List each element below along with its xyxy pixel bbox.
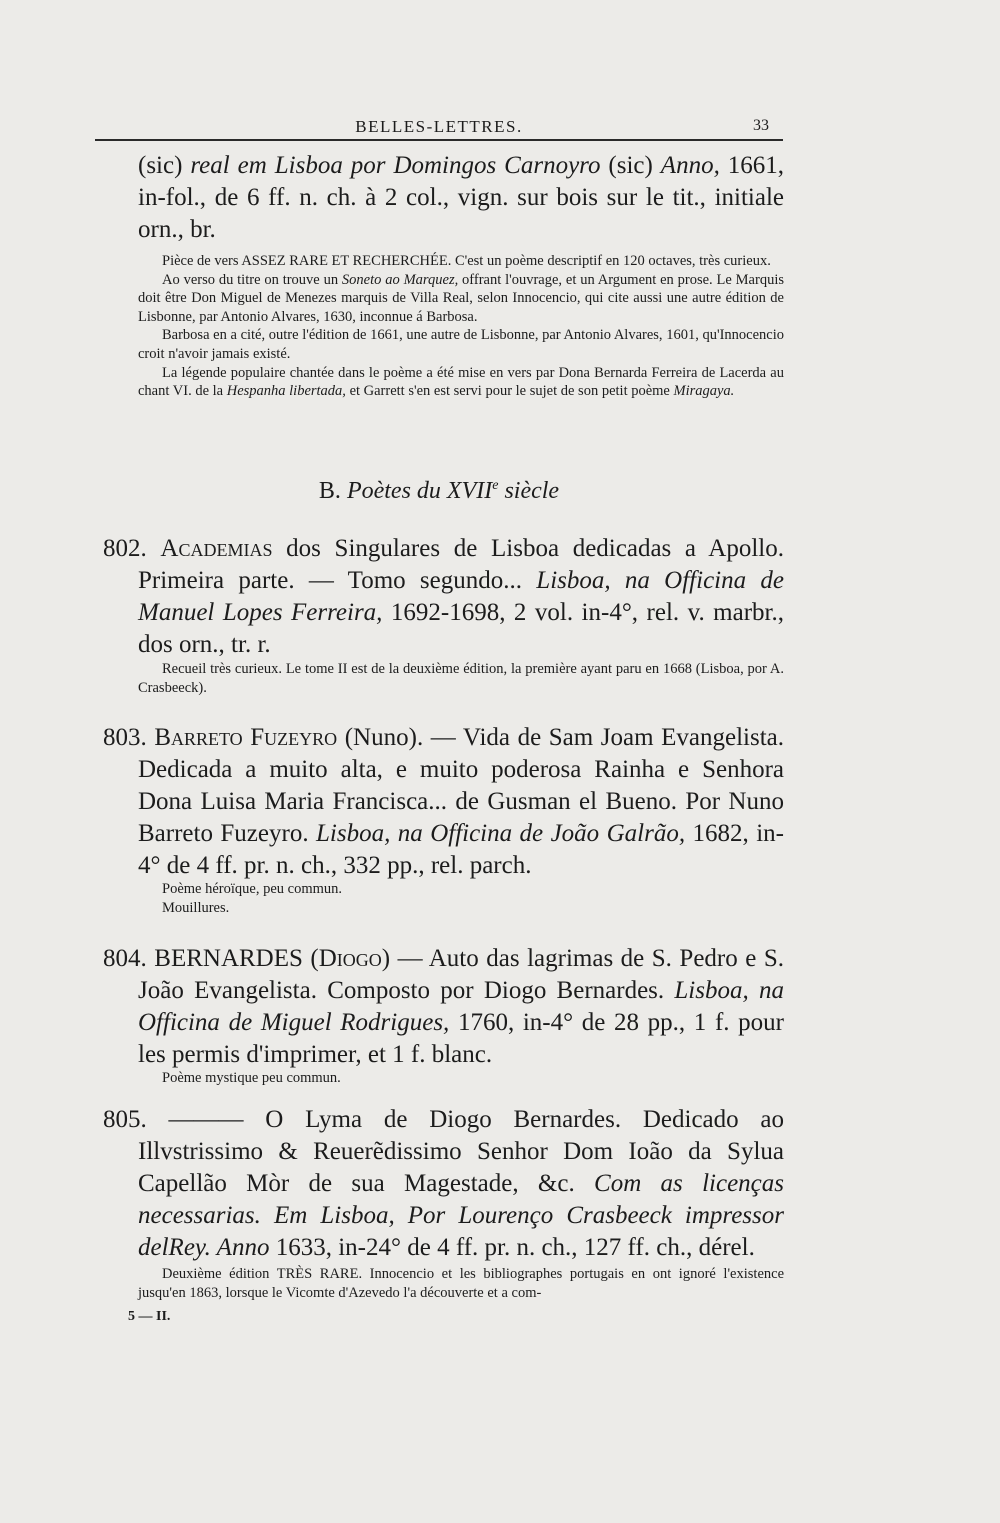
entry-number: 803.	[103, 724, 147, 751]
entry-number: 804.	[103, 945, 147, 972]
entry-text: 805. ——— O Lyma de Diogo Bernardes. Dedicado ao Illvstrissimo & Reuerẽdissimo Senhor Dom Ioão da Sylua Capellão Mòr de sua Magestade, &c. Com as licenças necessarias. Em Lisboa, Por Lourenço Crasbeeck impressor delRey. Anno 1633, in-24° de 4 ff. pr. n. ch., 127 ff. ch., dérel.	[103, 1106, 785, 1261]
entry-text: 804. BERNARDES (Diogo) — Auto das lagrimas de S. Pedro e S. João Evangelista. Composto por Diogo Bernardes. Lisboa, na Officina de Miguel Rodrigues, 1760, in-4° de 28 pp., 1 f. pour les permis d'imprimer, et 1 f. blanc.	[103, 945, 785, 1068]
note-paragraph: Mouillures.	[162, 899, 230, 916]
section-heading: B. Poètes du XVIIe siècle	[318, 478, 560, 504]
running-title: BELLES-LETTRES.	[355, 117, 523, 136]
continuation-notes	[138, 252, 784, 401]
entry-number: 802.	[103, 535, 147, 562]
page-number: 33	[753, 117, 769, 134]
entry-number: 805.	[103, 1106, 147, 1133]
continuation-text: (sic) real em Lisboa por Domingos Carnoyro (sic) Anno, 1661, in-fol., de 6 ff. n. ch. à 2 col., vign. sur bois sur le tit., initiale orn., br.	[138, 152, 785, 243]
note-paragraph: Poème mystique peu commun.	[162, 1070, 341, 1086]
entry-804	[103, 943, 784, 1071]
entry-text: 803. Barreto Fuzeyro (Nuno). — Vida de Sam Joam Evangelista. Dedicada a muito alta, e muito poderosa Rainha e Senhora Dona Luisa Maria Francisca... de Gusman el Bueno. Por Nuno Barreto Fuzeyro. Lisboa, na Officina de João Galrão, 1682, in-4° de 4 ff. pr. n. ch., 332 pp., rel. parch.	[103, 724, 784, 879]
ditto-dash: ———	[168, 1106, 244, 1133]
note-paragraph: La légende populaire chantée dans le poème a été mise en vers par Dona Bernarda Ferreira de Lacerda au chant VI. de la Hespanha libertada, et Garrett s'en est servi pour le sujet de son petit poème Miragaya.	[138, 364, 784, 400]
entry-803-notes	[138, 880, 784, 917]
entry-author: Academias	[160, 535, 273, 562]
note-paragraph: Deuxième édition TRÈS RARE. Innocencio et les bibliographes portugais en ont ignoré l'existence jusqu'en 1863, lorsque le Vicomte d'Azevedo l'a découverte et a com-	[138, 1266, 784, 1301]
entry-author: Barreto Fuzeyro	[154, 724, 338, 751]
signature-mark: 5 — II.	[128, 1309, 171, 1324]
note-paragraph: Ao verso du titre on trouve un Soneto ao Marquez, offrant l'ouvrage, et un Argument en prose. Le Marquis doit être Don Miguel de Menezes marquis de Villa Real, selon Innocencio, qui cite aussi une autre édition de Lisbonne, par Antonio Alvares, 1630, inconnue á Barbosa.	[138, 271, 784, 325]
entry-text: 802. Academias dos Singulares de Lisboa dedicadas a Apollo. Primeira parte. — Tomo segundo... Lisboa, na Officina de Manuel Lopes Ferreira, 1692-1698, 2 vol. in-4°, rel. v. marbr., dos orn., tr. r.	[103, 535, 785, 658]
entry-805	[103, 1104, 784, 1264]
entry-author: BERNARDES	[154, 945, 303, 972]
page-header	[95, 112, 783, 142]
note-paragraph: Recueil très curieux. Le tome II est de la deuxième édition, la première ayant paru en 1668 (Lisboa, por A. Crasbeeck).	[138, 661, 784, 696]
continuation-entry	[138, 150, 784, 246]
note-paragraph: Pièce de vers ASSEZ RARE ET RECHERCHÉE. C'est un poème descriptif en 120 octaves, très curieux.	[162, 253, 771, 269]
entry-802	[103, 533, 784, 661]
entry-804-notes	[138, 1069, 784, 1088]
entry-803	[103, 722, 784, 882]
entry-802-notes	[138, 660, 784, 697]
entry-805-notes	[138, 1265, 784, 1302]
note-paragraph: Barbosa en a cité, outre l'édition de 1661, une autre de Lisbonne, par Antonio Alvares, 1601, qu'Innocencio croit n'avoir jamais existé.	[138, 327, 784, 362]
header-rule	[95, 139, 783, 141]
note-paragraph: Poème héroïque, peu commun.	[162, 881, 342, 897]
